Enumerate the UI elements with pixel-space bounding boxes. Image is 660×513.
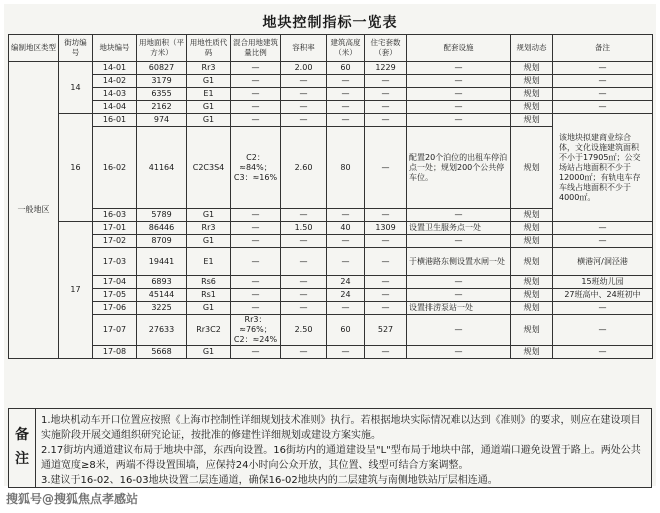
plot-number-cell: 17-04 <box>93 276 137 289</box>
land-use-code-cell: G1 <box>187 235 231 248</box>
header-cell: 建筑高度（米） <box>327 35 365 62</box>
height-cell: — <box>327 88 365 101</box>
mix-ratio-cell: — <box>231 248 281 276</box>
land-use-code-cell: Rr3C2 <box>187 315 231 346</box>
units-cell: 527 <box>365 315 407 346</box>
plot-number-cell: 16-03 <box>93 209 137 222</box>
notes-box <box>8 408 652 488</box>
far-cell: — <box>281 101 327 114</box>
area-cell: 41164 <box>137 127 187 209</box>
remarks-cell: — <box>553 302 653 315</box>
table-row <box>9 88 653 101</box>
header-cell: 住宅套数（套） <box>365 35 407 62</box>
far-cell: — <box>281 289 327 302</box>
mix-ratio-cell: Rr3：≈76%；C2：≈24% <box>231 315 281 346</box>
land-use-code-cell: Rr3 <box>187 222 231 235</box>
plot-number-cell: 17-03 <box>93 248 137 276</box>
plot-number-cell: 16-02 <box>93 127 137 209</box>
facilities-cell: 配置20个泊位的出租车停泊点一处；规划200个公共停车位。 <box>407 127 511 209</box>
far-cell: — <box>281 302 327 315</box>
units-cell: — <box>365 276 407 289</box>
mix-ratio-cell: — <box>231 235 281 248</box>
mix-ratio-cell: — <box>231 101 281 114</box>
block-number-cell: 14 <box>59 62 93 114</box>
area-cell: 3179 <box>137 75 187 88</box>
facilities-cell: — <box>407 114 511 127</box>
status-cell: 规划 <box>511 302 553 315</box>
status-cell: 规划 <box>511 75 553 88</box>
height-cell: — <box>327 302 365 315</box>
mix-ratio-cell: — <box>231 75 281 88</box>
far-cell: — <box>281 248 327 276</box>
remarks-cell: — <box>553 88 653 101</box>
units-cell: — <box>365 289 407 302</box>
table-title: 地块控制指标一览表 <box>262 15 398 31</box>
height-cell: — <box>327 209 365 222</box>
facilities-cell: — <box>407 276 511 289</box>
mix-ratio-cell: — <box>231 289 281 302</box>
table-row <box>9 75 653 88</box>
area-cell: 3225 <box>137 302 187 315</box>
land-use-code-cell: G1 <box>187 114 231 127</box>
area-cell: 27633 <box>137 315 187 346</box>
height-cell: 60 <box>327 315 365 346</box>
header-cell: 备注 <box>553 35 653 62</box>
region-type-cell: 一般地区 <box>9 62 59 359</box>
remarks-cell: — <box>553 235 653 248</box>
mix-ratio-cell: C2：≈84%；C3：≈16% <box>231 127 281 209</box>
table-row <box>9 235 653 248</box>
table-row <box>9 222 653 235</box>
table-row <box>9 114 653 127</box>
height-cell: 24 <box>327 289 365 302</box>
facilities-cell: — <box>407 235 511 248</box>
units-cell: — <box>365 302 407 315</box>
area-cell: 6355 <box>137 88 187 101</box>
header-cell: 配套设施 <box>407 35 511 62</box>
mix-ratio-cell: — <box>231 209 281 222</box>
height-cell: — <box>327 101 365 114</box>
watermark: 搜狐号@搜狐焦点孝感站 <box>6 492 139 506</box>
height-cell: 40 <box>327 222 365 235</box>
header-cell: 混合用地建筑量比例 <box>231 35 281 62</box>
note-item: 3.建议于16-02、16-03地块设置二层连通道，确保16-02地块内的二层建筑与南侧地铁站厅层相连通。 <box>41 475 498 486</box>
status-cell: 规划 <box>511 101 553 114</box>
plot-number-cell: 14-04 <box>93 101 137 114</box>
far-cell: 2.00 <box>281 62 327 75</box>
facilities-cell: 设置排涝泵站一处 <box>407 302 511 315</box>
table-row <box>9 289 653 302</box>
facilities-cell: — <box>407 289 511 302</box>
plot-number-cell: 16-01 <box>93 114 137 127</box>
area-cell: 5668 <box>137 346 187 359</box>
units-cell: — <box>365 88 407 101</box>
far-cell: — <box>281 235 327 248</box>
units-cell: — <box>365 114 407 127</box>
mix-ratio-cell: — <box>231 302 281 315</box>
remarks-cell: — <box>553 62 653 75</box>
height-cell: — <box>327 346 365 359</box>
units-cell: — <box>365 248 407 276</box>
plot-number-cell: 14-01 <box>93 62 137 75</box>
header-cell: 用地面积（平方米） <box>137 35 187 62</box>
notes-body <box>41 413 647 488</box>
header-cell: 容积率 <box>281 35 327 62</box>
units-cell: — <box>365 127 407 209</box>
height-cell: — <box>327 75 365 88</box>
land-use-code-cell: G1 <box>187 75 231 88</box>
height-cell: — <box>327 235 365 248</box>
document-sheet <box>4 4 656 486</box>
remarks-cell: — <box>553 75 653 88</box>
status-cell: 规划 <box>511 276 553 289</box>
status-cell: 规划 <box>511 235 553 248</box>
control-index-table <box>8 34 653 359</box>
block-number-cell: 16 <box>59 114 93 222</box>
far-cell: — <box>281 346 327 359</box>
header-cell: 街坊编号 <box>59 35 93 62</box>
remarks-cell: — <box>553 346 653 359</box>
notes-label: 备 注 <box>9 409 36 487</box>
land-use-code-cell: E1 <box>187 248 231 276</box>
mix-ratio-cell: — <box>231 276 281 289</box>
remarks-cell: — <box>553 101 653 114</box>
mix-ratio-cell: — <box>231 114 281 127</box>
mix-ratio-cell: — <box>231 346 281 359</box>
units-cell: — <box>365 346 407 359</box>
area-cell: 6893 <box>137 276 187 289</box>
block-number-cell: 17 <box>59 222 93 359</box>
area-cell: 45144 <box>137 289 187 302</box>
status-cell: 规划 <box>511 62 553 75</box>
status-cell: 规划 <box>511 222 553 235</box>
status-cell: 规划 <box>511 315 553 346</box>
note-item: 1.地块机动车开口位置应按照《上海市控制性详细规划技术准则》执行。若根据地块实际情况难以达到《准则》的要求，则应在建设项目实施阶段开展交通组织研究论证，按批准的修建性详细规划或建设方案实施。 <box>41 415 641 441</box>
height-cell: 80 <box>327 127 365 209</box>
status-cell: 规划 <box>511 248 553 276</box>
area-cell: 974 <box>137 114 187 127</box>
status-cell: 规划 <box>511 114 553 127</box>
area-cell: 19441 <box>137 248 187 276</box>
header-cell: 地块编号 <box>93 35 137 62</box>
table-row <box>9 302 653 315</box>
status-cell: 规划 <box>511 346 553 359</box>
table-row <box>9 62 653 75</box>
table-row <box>9 315 653 346</box>
facilities-cell: — <box>407 75 511 88</box>
remarks-cell: 15班幼儿园 <box>553 276 653 289</box>
land-use-code-cell: Rs1 <box>187 289 231 302</box>
area-cell: 86446 <box>137 222 187 235</box>
remarks-cell: — <box>553 315 653 346</box>
land-use-code-cell: G1 <box>187 101 231 114</box>
far-cell: — <box>281 75 327 88</box>
height-cell: 24 <box>327 276 365 289</box>
facilities-cell: 设置卫生服务点一处 <box>407 222 511 235</box>
far-cell: 2.50 <box>281 315 327 346</box>
land-use-code-cell: G1 <box>187 209 231 222</box>
land-use-code-cell: G1 <box>187 302 231 315</box>
units-cell: — <box>365 209 407 222</box>
area-cell: 5789 <box>137 209 187 222</box>
table-row <box>9 248 653 276</box>
header-row <box>9 35 653 62</box>
status-cell: 规划 <box>511 127 553 209</box>
units-cell: — <box>365 235 407 248</box>
far-cell: — <box>281 209 327 222</box>
plot-number-cell: 17-08 <box>93 346 137 359</box>
remarks-cell: 横港河/洞泾港 <box>553 248 653 276</box>
status-cell: 规划 <box>511 88 553 101</box>
area-cell: 2162 <box>137 101 187 114</box>
plot-number-cell: 17-07 <box>93 315 137 346</box>
mix-ratio-cell: — <box>231 62 281 75</box>
status-cell: 规划 <box>511 289 553 302</box>
facilities-cell: — <box>407 88 511 101</box>
plot-number-cell: 17-06 <box>93 302 137 315</box>
facilities-cell: 于横港路东侧设置水闸一处 <box>407 248 511 276</box>
table-row <box>9 346 653 359</box>
height-cell: — <box>327 248 365 276</box>
remarks-cell: 该地块拟建商业综合体，文化设施建筑面积不小于17905㎡；公交场站占地面积不少于12000㎡；有轨电车存车线占地面积不少于4000㎡。 <box>553 114 653 222</box>
remarks-cell: — <box>553 222 653 235</box>
facilities-cell: — <box>407 315 511 346</box>
plot-number-cell: 17-05 <box>93 289 137 302</box>
facilities-cell: — <box>407 101 511 114</box>
land-use-code-cell: C2C3S4 <box>187 127 231 209</box>
land-use-code-cell: Rs6 <box>187 276 231 289</box>
mix-ratio-cell: — <box>231 222 281 235</box>
facilities-cell: — <box>407 62 511 75</box>
height-cell: — <box>327 114 365 127</box>
far-cell: 1.50 <box>281 222 327 235</box>
units-cell: 1309 <box>365 222 407 235</box>
height-cell: 60 <box>327 62 365 75</box>
facilities-cell: — <box>407 209 511 222</box>
land-use-code-cell: Rr3 <box>187 62 231 75</box>
far-cell: 2.60 <box>281 127 327 209</box>
plot-number-cell: 17-01 <box>93 222 137 235</box>
remarks-cell: 27班高中、24班初中 <box>553 289 653 302</box>
header-cell: 规划动态 <box>511 35 553 62</box>
far-cell: — <box>281 114 327 127</box>
header-cell: 编制地区类型 <box>9 35 59 62</box>
mix-ratio-cell: — <box>231 88 281 101</box>
plot-number-cell: 14-03 <box>93 88 137 101</box>
plot-number-cell: 14-02 <box>93 75 137 88</box>
area-cell: 60827 <box>137 62 187 75</box>
table-row <box>9 276 653 289</box>
plot-number-cell: 17-02 <box>93 235 137 248</box>
header-cell: 用地性质代码 <box>187 35 231 62</box>
units-cell: — <box>365 101 407 114</box>
far-cell: — <box>281 88 327 101</box>
area-cell: 8709 <box>137 235 187 248</box>
status-cell: 规划 <box>511 209 553 222</box>
table-row <box>9 101 653 114</box>
note-item: 2.17街坊内通道建议布局于地块中部，东西向设置。16街坊内的通道建设呈"L"型布局于地块中部，通道端口避免设置于路上。两处公共通道宽度≥8米，两端不得设置围墙，应保持24小时向公众开放，其位置、线型可结合方案调整。 <box>41 445 641 471</box>
facilities-cell: — <box>407 346 511 359</box>
land-use-code-cell: E1 <box>187 88 231 101</box>
units-cell: — <box>365 75 407 88</box>
units-cell: 1229 <box>365 62 407 75</box>
land-use-code-cell: G1 <box>187 346 231 359</box>
far-cell: — <box>281 276 327 289</box>
